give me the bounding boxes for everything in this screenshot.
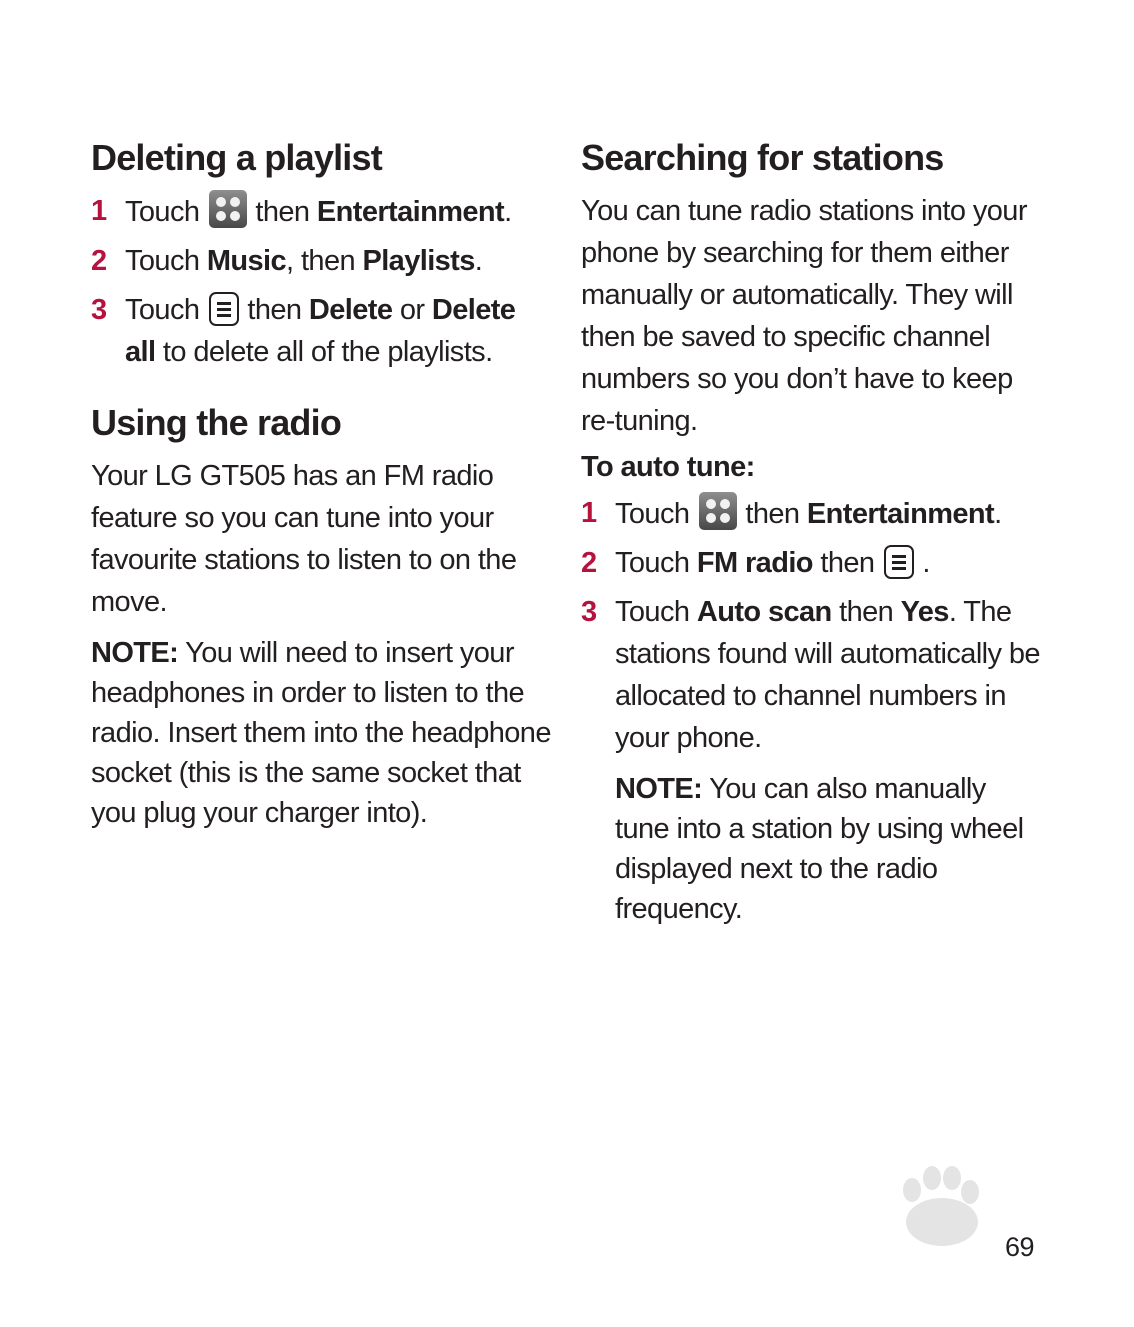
apps-grid-icon [699,492,737,530]
page-number: 69 [1005,1232,1035,1262]
step-number: 3 [91,294,107,326]
step-number: 2 [581,547,597,579]
note-label: NOTE: [615,773,703,805]
step-number: 3 [581,596,597,628]
note-label: NOTE: [91,637,179,669]
radio-note [91,633,551,833]
step-item: 1 Touch then Entertainment. [581,492,1041,535]
right-column [581,136,1041,929]
left-column [91,136,551,833]
step-item: 3 Touch then Delete or Delete all to delete all of the playlists. [91,289,551,373]
auto-tune-note [581,769,1041,929]
apps-grid-icon [209,190,247,228]
note-text: You can also manually tune into a station by using wheel displayed next to the radio frequency. [615,773,1024,925]
radio-intro-text: Your LG GT505 has an FM radio feature so you can tune into your favourite stations to listen to on the move. [91,460,517,618]
deleting-steps [91,190,551,373]
step-item: 2 Touch FM radio then . [581,542,1041,584]
step-number: 1 [91,195,107,227]
searching-stations-section [581,136,1041,929]
note-text: You will need to insert your headphones in order to listen to the radio. Insert them into the headphone socket (this is the same socket that you plug your charger into). [91,637,551,829]
step-number: 2 [91,245,107,277]
menu-icon [209,292,239,326]
step-number: 1 [581,497,597,529]
menu-icon [884,545,914,579]
searching-stations-heading: Searching for stations [581,137,944,178]
auto-tune-subheading: To auto tune: [581,451,755,483]
using-radio-section [91,401,551,833]
baidu-watermark-logo [800,1160,1070,1285]
step-item: 3 Touch Auto scan then Yes. The stations found will automatically be allocated to channel numbers in your phone. [581,591,1041,759]
auto-tune-steps [581,492,1041,759]
deleting-playlist-section [91,136,551,373]
using-radio-heading: Using the radio [91,402,342,443]
step-item: 2 Touch Music, then Playlists. [91,240,551,282]
deleting-playlist-heading: Deleting a playlist [91,137,382,178]
searching-intro-text: You can tune radio stations into your phone by searching for them either manually or automatically. They will then be saved to specific channel numbers so you don’t have to keep re-tuning. [581,195,1027,437]
step-item: 1 Touch then Entertainment. [91,190,551,233]
